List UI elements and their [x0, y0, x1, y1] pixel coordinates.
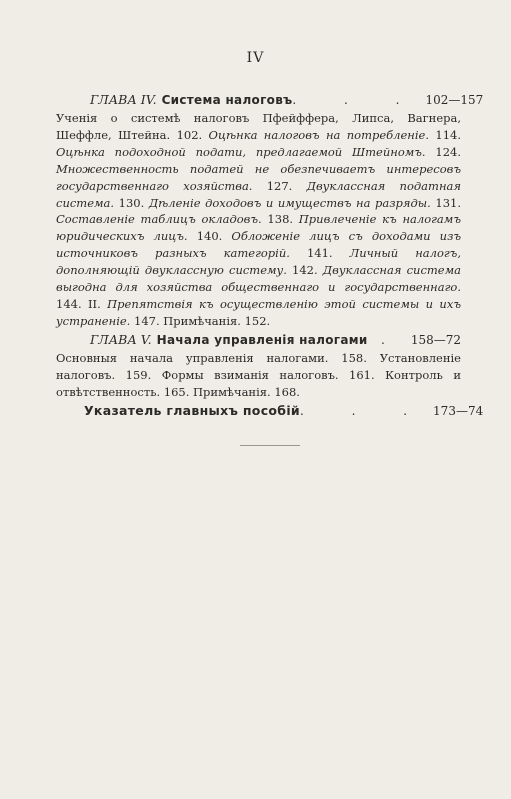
summary-segment: Оцѣнка подоходной подати, предлагаемой Штейномъ. — [56, 144, 426, 159]
summary-segment: Препятствія къ осуществленію этой системы и ихъ устраненіе. — [56, 296, 461, 328]
page-number: IV — [246, 50, 265, 66]
summary-segment: 138. — [261, 212, 299, 227]
toc-entry-chapter-4-heading — [56, 90, 484, 110]
summary-segment: 114. — [429, 127, 461, 142]
table-of-contents — [56, 90, 484, 421]
index-title: Указатель главныхъ пособій — [84, 402, 300, 418]
page-range: 102—157 — [425, 93, 484, 107]
leader-dots: . . . — [292, 93, 422, 107]
leader-dots: . — [380, 332, 407, 347]
summary-segment: 130. — [114, 195, 149, 210]
summary-segment: Основныя начала управленія налогами. 158. Установленіе налоговъ. 159. Формы взиманія налоговъ. 161. Контроль и отвѣтственность. 165. Примѣчанія. 168. — [56, 350, 461, 399]
chapter-title: Начала управленія налогами — [156, 332, 368, 347]
chapter-title: Система налоговъ — [161, 93, 293, 107]
summary-segment: 147. Примѣчанія. 152. — [130, 313, 271, 328]
chapter-label: ГЛАВА IV. — [90, 92, 157, 107]
summary-segment: 124. — [425, 144, 461, 159]
chapter-label: ГЛАВА V. — [90, 331, 152, 347]
toc-entry-chapter-5-heading — [56, 330, 461, 350]
summary-segment: 140. — [187, 229, 232, 244]
summary-segment: Множественность податей не обезпечиваетъ интересовъ государственнаго хозяйства. — [56, 161, 461, 193]
summary-segment: Привлеченіе къ налогамъ юридическихъ лицъ. — [56, 212, 461, 244]
summary-segment: 131. — [430, 195, 461, 210]
summary-segment: 142. — [286, 263, 323, 278]
summary-segment: Двуклассная система выгодна для хозяйства общественнаго и государственнаго. — [56, 263, 461, 295]
summary-segment: Оцѣнка налоговъ на потребленіе. — [208, 127, 430, 142]
page-range: 173—74 — [433, 403, 484, 418]
summary-segment: 144. II. — [56, 296, 108, 311]
page-range: 158—72 — [410, 332, 461, 347]
divider-rule — [240, 445, 300, 446]
chapter-5-summary — [56, 350, 461, 401]
summary-segment: 141. — [289, 246, 350, 261]
summary-segment: 127. — [252, 178, 307, 193]
toc-entry-index-heading — [56, 401, 484, 421]
summary-segment: Составленіе таблицъ окладовъ. — [56, 212, 262, 227]
summary-segment: Двуклассная податная система. — [56, 178, 461, 210]
leader-dots: . . . — [299, 403, 430, 418]
chapter-4-summary — [56, 110, 461, 330]
summary-segment: Дѣленіе доходовъ и имуществъ на разряды. — [148, 195, 431, 210]
summary-segment: Личный налогъ, дополняющій двуклассную систему. — [56, 246, 462, 278]
summary-segment: Обложеніе лицъ съ доходами изъ источниковъ разныхъ категорій. — [56, 229, 462, 261]
summary-segment: Ученія о системѣ налоговъ Пфейффера, Липса, Вагнера, Шеффле, Штейна. 102. — [56, 111, 461, 142]
